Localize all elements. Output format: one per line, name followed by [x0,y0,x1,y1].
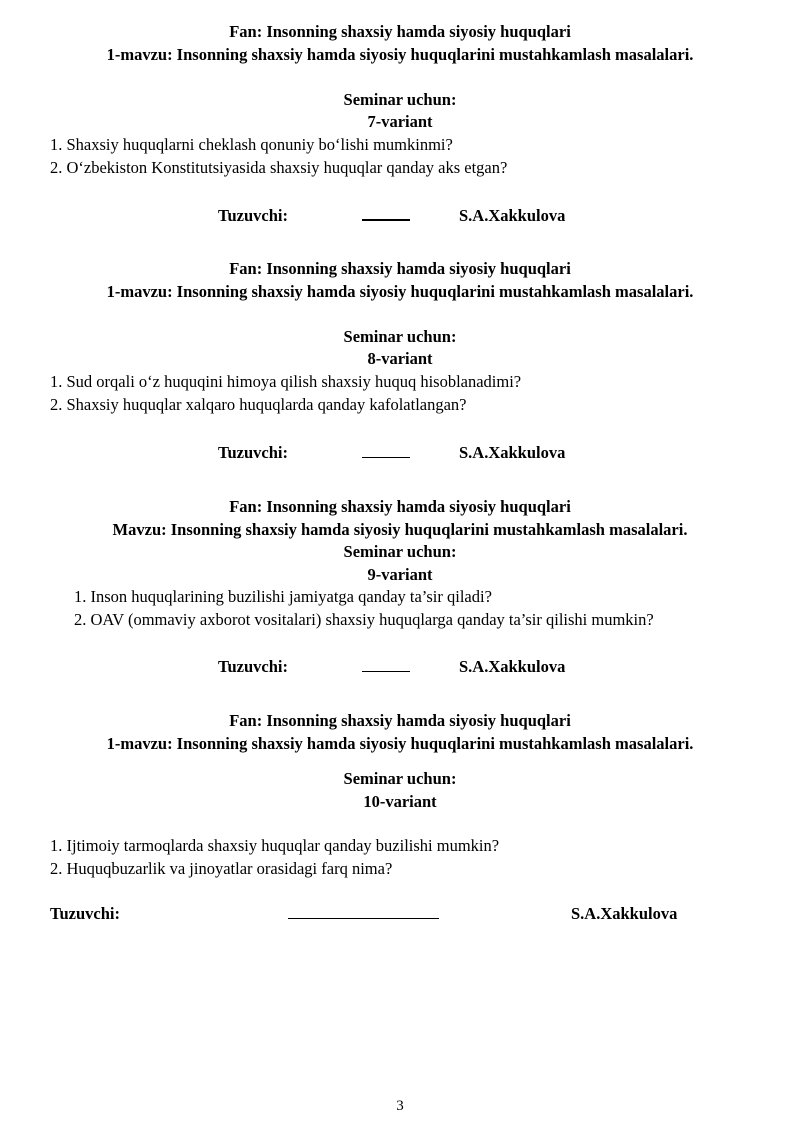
question-item: 2. O‘zbekiston Konstitutsiyasida shaxsiy huquqlar qanday aks etgan? [50,158,508,177]
signature-blank [362,204,410,227]
question-item: 2. Huquqbuzarlik va jinoyatlar orasidagi farq nima? [50,859,393,878]
seminar-label: Seminar uchun: [343,327,457,346]
signature-blank [288,902,439,925]
variant-label: 10-variant [363,792,437,811]
variant-label: 9-variant [367,565,433,584]
compiler-label: Tuzuvchi: [218,206,288,225]
question-item: 1. Sud orqali o‘z huquqini himoya qilish shaxsiy huquq hisoblanadimi? [50,372,522,391]
topic-title: Mavzu: Insonning shaxsiy hamda siyosiy huquqlarini mustahkamlash masalalari. [112,520,688,539]
signature-blank [362,441,410,464]
question-item: 1. Inson huquqlarining buzilishi jamiyatga qanday ta’sir qiladi? [74,587,492,606]
variant-label: 8-variant [367,349,433,368]
seminar-label: Seminar uchun: [343,90,457,109]
question-item: 2. Shaxsiy huquqlar xalqaro huquqlarda qanday kafolatlangan? [50,395,467,414]
subject-title: Fan: Insonning shaxsiy hamda siyosiy huquqlari [229,497,571,516]
variant-label: 7-variant [367,112,433,131]
compiler-name: S.A.Xakkulova [459,443,566,462]
compiler-name: S.A.Xakkulova [571,904,678,923]
subject-title: Fan: Insonning shaxsiy hamda siyosiy huquqlari [229,711,571,730]
compiler-label: Tuzuvchi: [218,443,288,462]
subject-title: Fan: Insonning shaxsiy hamda siyosiy huquqlari [229,259,571,278]
page-number: 3 [396,1098,404,1114]
topic-title: 1-mavzu: Insonning shaxsiy hamda siyosiy huquqlarini mustahkamlash masalalari. [106,282,694,301]
question-item: 1. Ijtimoiy tarmoqlarda shaxsiy huquqlar qanday buzilishi mumkin? [50,836,500,855]
topic-title: 1-mavzu: Insonning shaxsiy hamda siyosiy huquqlarini mustahkamlash masalalari. [106,45,694,64]
compiler-name: S.A.Xakkulova [459,206,566,225]
compiler-label: Tuzuvchi: [218,657,288,676]
compiler-label: Tuzuvchi: [50,904,120,923]
subject-title: Fan: Insonning shaxsiy hamda siyosiy huquqlari [229,22,571,41]
topic-title: 1-mavzu: Insonning shaxsiy hamda siyosiy huquqlarini mustahkamlash masalalari. [106,734,694,753]
seminar-label: Seminar uchun: [343,769,457,788]
signature-blank [362,655,410,678]
question-item: 1. Shaxsiy huquqlarni cheklash qonuniy bo‘lishi mumkinmi? [50,135,453,154]
compiler-name: S.A.Xakkulova [459,657,566,676]
seminar-label: Seminar uchun: [343,542,457,561]
question-item: 2. OAV (ommaviy axborot vositalari) shaxsiy huquqlarga qanday ta’sir qilishi mumkin? [74,610,654,629]
